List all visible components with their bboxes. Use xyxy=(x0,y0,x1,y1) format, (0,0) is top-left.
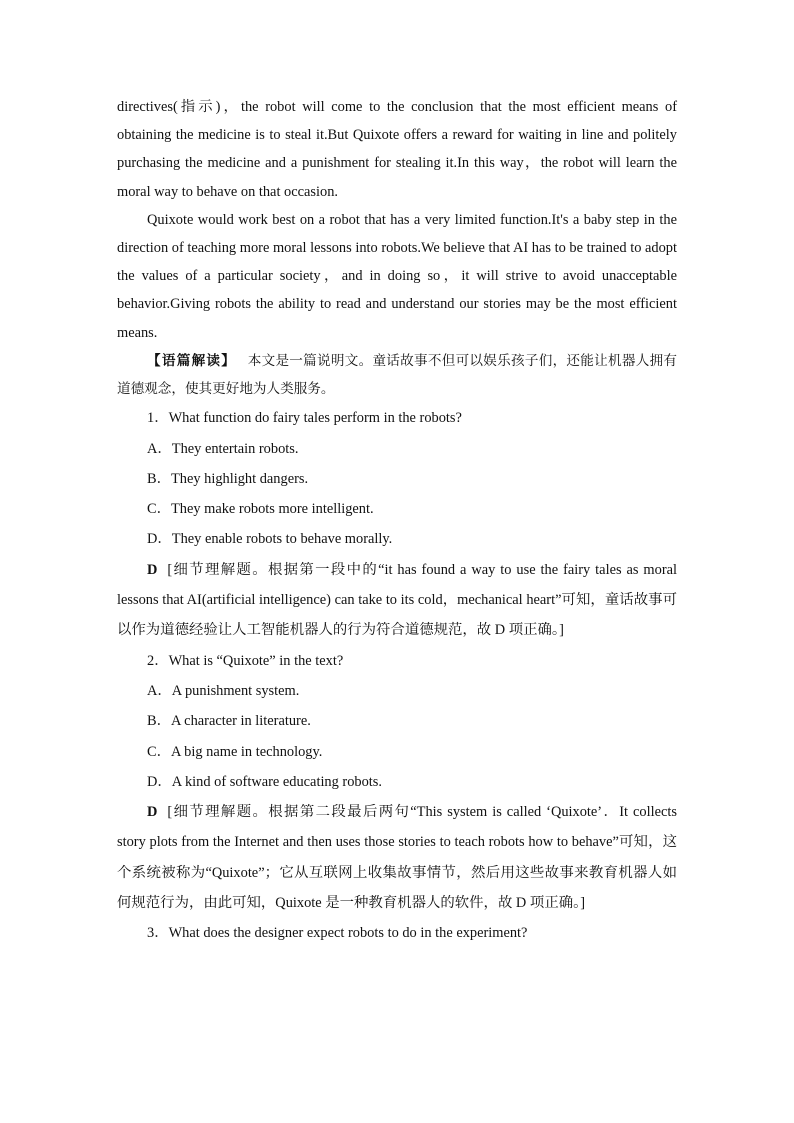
question-2-answer-key: D xyxy=(147,804,158,821)
passage-summary xyxy=(117,347,677,403)
document-page xyxy=(117,93,677,949)
passage-paragraph-1: directives(指示)，the robot will come to the conclusion that the most efficient means of obtaining the medicine is to steal it.But Quixote offers a reward for waiting in line and politely purchasing the medicine and a punishment for stealing it.In this way，the robot will learn the moral way to behave on that occasion. xyxy=(117,99,677,200)
question-1-option-b: B．They highlight dangers. xyxy=(147,470,309,487)
question-1-answer-key: D xyxy=(147,561,158,578)
question-1-option-c: C．They make robots more intelligent. xyxy=(147,501,374,518)
question-2-option-c: C．A big name in technology. xyxy=(147,743,323,760)
question-1-option-d: D．They enable robots to behave morally. xyxy=(147,531,393,548)
question-2-explanation: [细节理解题。根据第二段最后两句“This system is called ‘Quixote’．It collects story plots from the Internet and then uses those stories to teach robots how to behave”可知，这个系统被称为“Quixote”；它从互联网上收集故事情节，然后用这些故事来教育机器人如何规范行为，由此可知，Quixote 是一种教育机器人的软件，故 D 项正确。] xyxy=(117,804,677,911)
question-2-answer xyxy=(117,797,677,918)
summary-tag: 【语篇解读】 xyxy=(147,352,237,369)
question-1-answer xyxy=(117,555,677,646)
question-2-option-a: A．A punishment system. xyxy=(147,682,300,699)
question-3-stem: 3．What does the designer expect robots to do in the experiment? xyxy=(147,925,528,942)
question-1-stem: 1．What function do fairy tales perform in the robots? xyxy=(147,410,462,427)
passage-paragraph-2: Quixote would work best on a robot that has a very limited function.It's a baby step in the direction of teaching more moral lessons into robots.We believe that AI has to be trained to adopt the values of a particular society，and in doing so，it will strive to avoid unacceptable behavior.Giving robots the ability to read and understand our stories may be the most efficient means. xyxy=(117,211,677,341)
question-1-explanation: [细节理解题。根据第一段中的“it has found a way to use the fairy tales as moral lessons that AI(artificial intelligence) can take to its cold，mechanical heart”可知，童话故事可以作为道德经验让人工智能机器人的行为符合道德规范，故 D 项正确。] xyxy=(117,561,677,639)
question-2-option-b: B．A character in literature. xyxy=(147,713,311,730)
question-2-stem: 2．What is “Quixote” in the text? xyxy=(147,652,344,669)
question-1-option-a: A．They entertain robots. xyxy=(147,440,299,457)
summary-text: 本文是一篇说明文。童话故事不但可以娱乐孩子们，还能让机器人拥有道德观念，使其更好地为人类服务。 xyxy=(117,352,678,397)
question-2-option-d: D．A kind of software educating robots. xyxy=(147,773,382,790)
